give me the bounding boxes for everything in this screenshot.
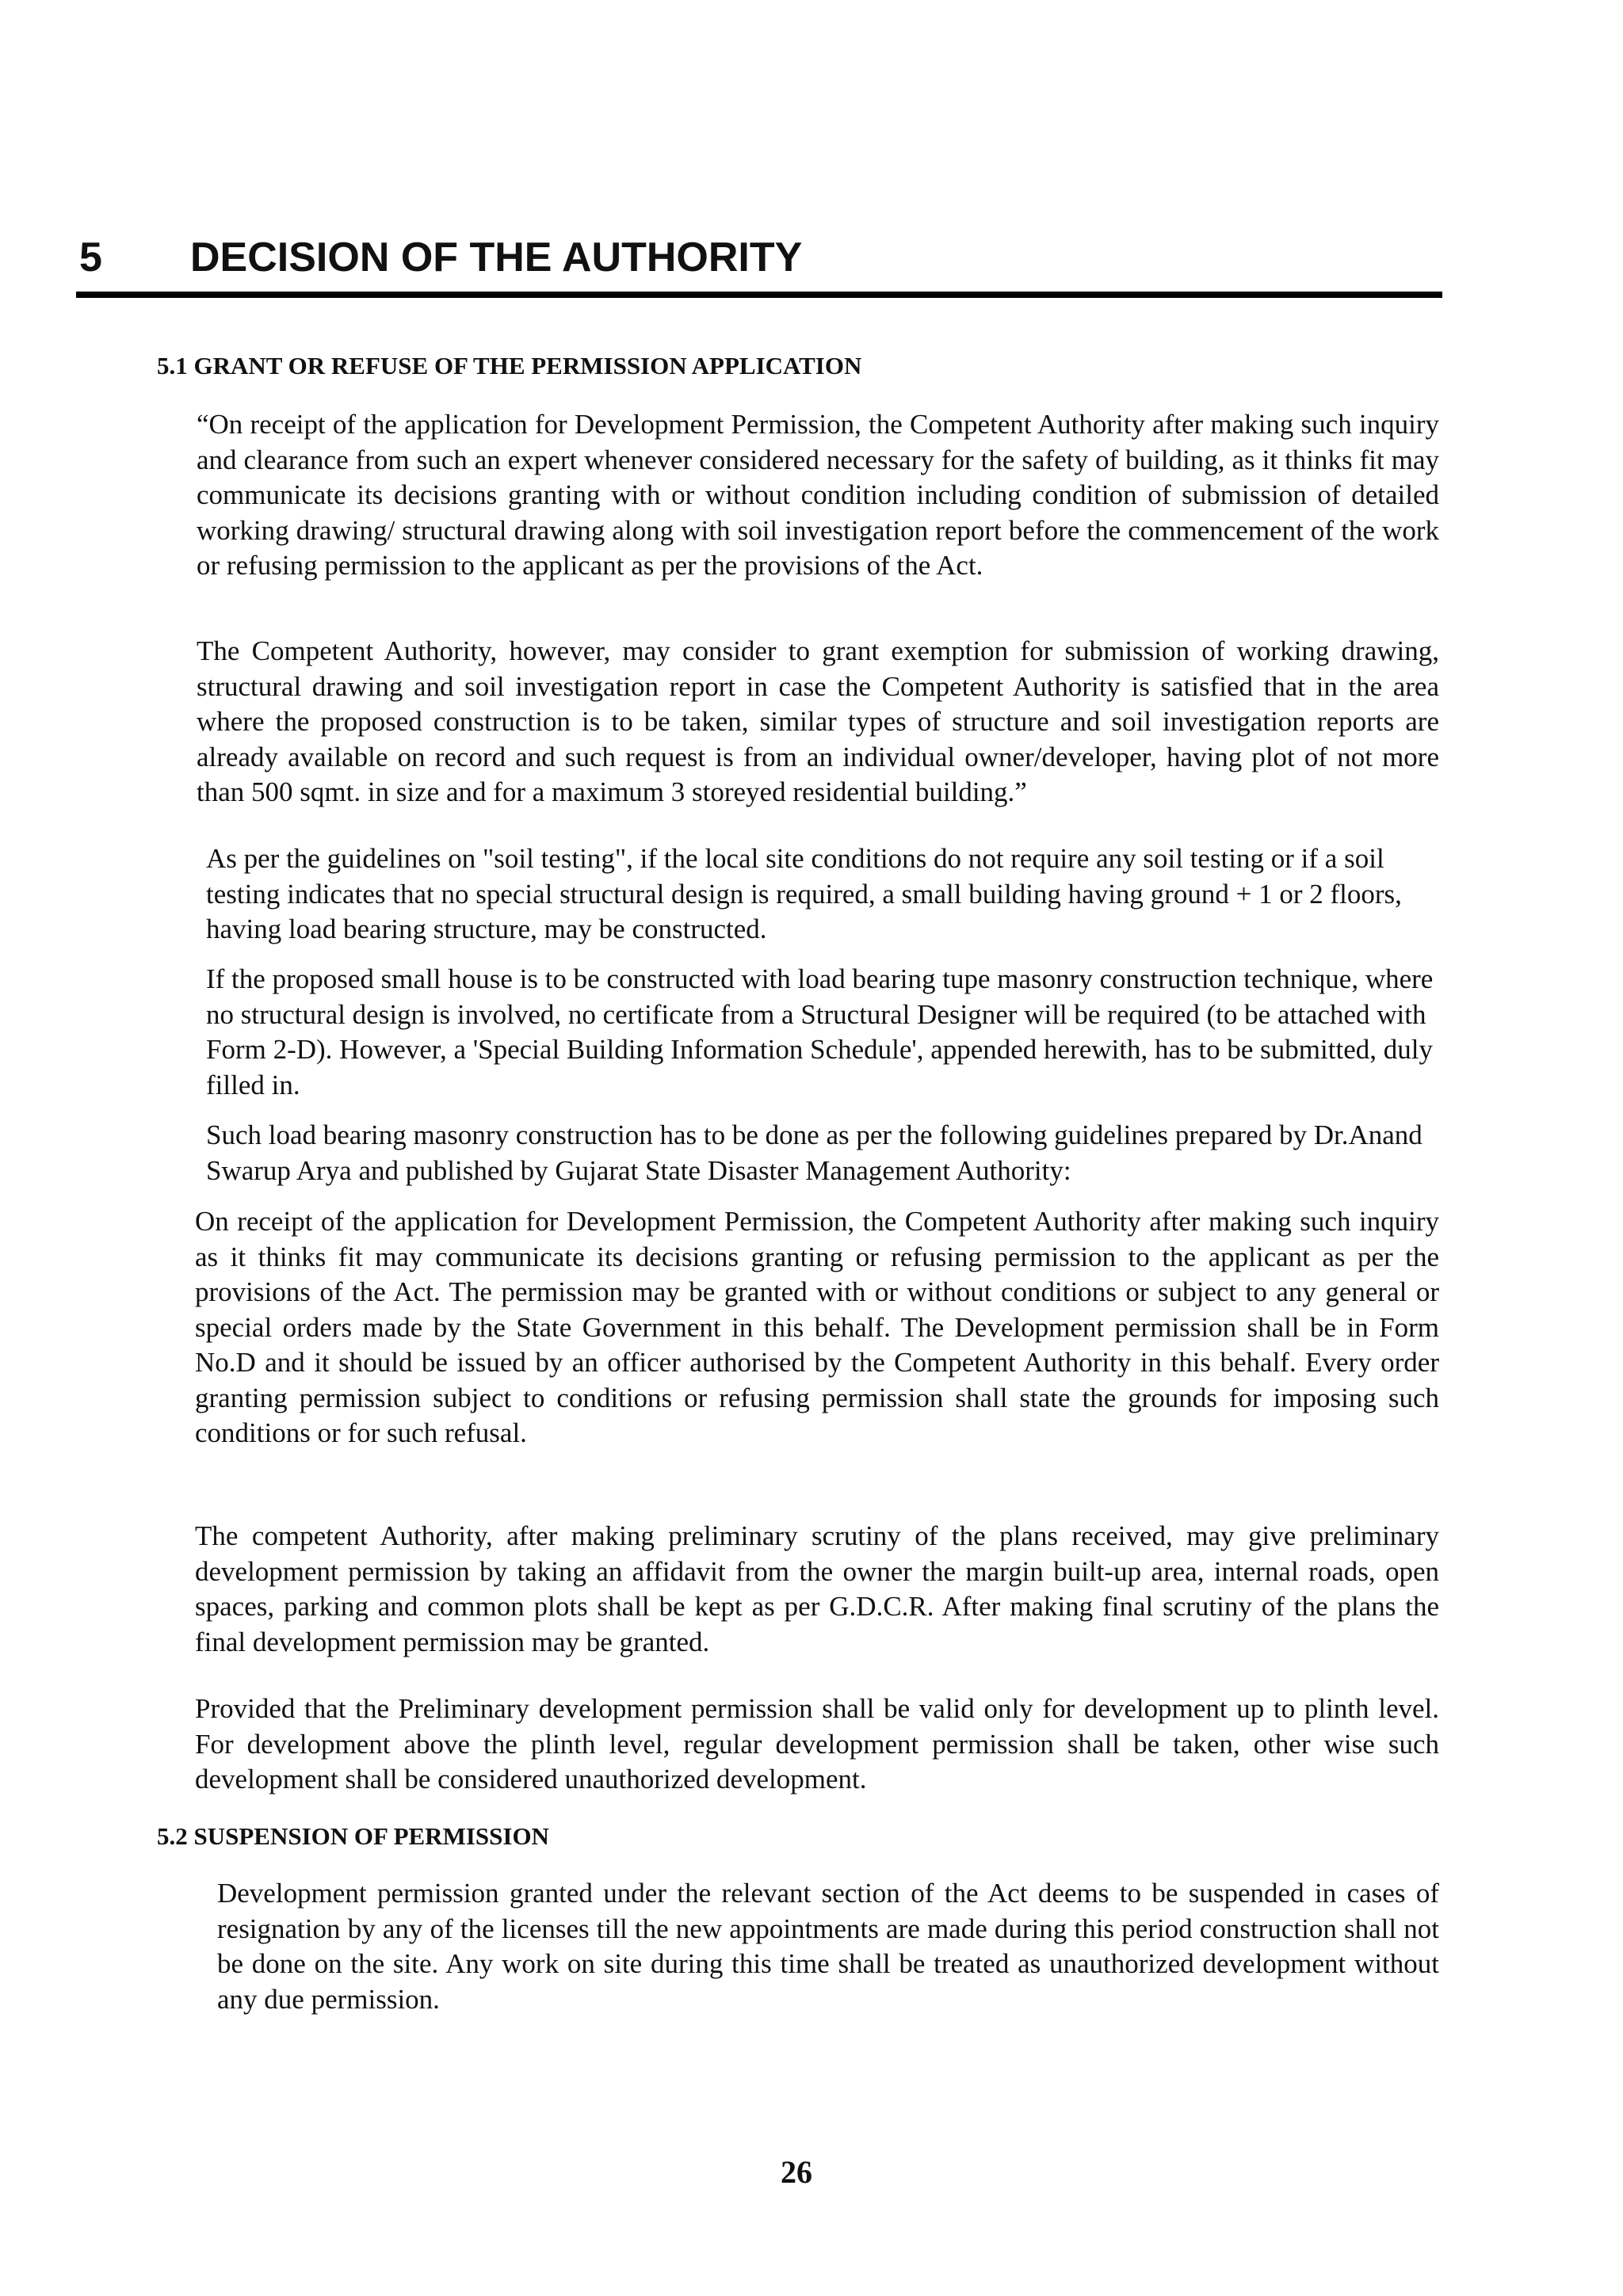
page-number: 26	[781, 2154, 812, 2190]
paragraph: On receipt of the application for Development Permission, the Competent Authority after making such inquiry as it thinks fit may communicate its decisions granting or refusing permission to the applicant as per the provisions of the Act. The permission may be granted with or without conditions or subject to any general or special orders made by the State Government in this behalf. The Development permission shall be in Form No.D and it should be issued by an officer authorised by the Competent Authority in this behalf. Every order granting permission subject to conditions or refusing permission shall state the grounds for imposing such conditions or for such refusal.	[195, 1206, 1439, 1448]
paragraph: The Competent Authority, however, may consider to grant exemption for submission of working drawing, structural drawing and soil investigation report in case the Competent Authority is satisfied that in the area where the proposed construction is to be taken, similar types of structure and soil investigation reports are already available on record and such request is from an individual owner/developer, having plot of not more than 500 sqmt. in size and for a maximum 3 storeyed residential building.”	[197, 635, 1439, 807]
paragraph: Such load bearing masonry construction has to be done as per the following guidelines prepared by Dr.Anand Swarup Arya and published by Gujarat State Disaster Management Authority:	[206, 1119, 1423, 1186]
chapter-heading	[76, 230, 1442, 298]
chapter-number: 5	[79, 235, 102, 280]
section-heading-5-2: 5.2 SUSPENSION OF PERMISSION	[157, 1822, 549, 1850]
paragraph: Development permission granted under the relevant section of the Act deems to be suspended in cases of resignation by any of the licenses till the new appointments are made during this period construction shall not be done on the site. Any work on site during this time shall be treated as unauthorized development without any due permission.	[217, 1878, 1439, 2015]
chapter-title: DECISION OF THE AUTHORITY	[190, 235, 803, 280]
paragraph: The competent Authority, after making preliminary scrutiny of the plans received, may give preliminary development permission by taking an affidavit from the owner the margin built-up area, internal roads, open spaces, parking and common plots shall be kept as per G.D.C.R. After making final scrutiny of the plans the final development permission may be granted.	[195, 1520, 1439, 1657]
section-heading-5-1: 5.1 GRANT OR REFUSE OF THE PERMISSION APPLICATION	[157, 352, 862, 379]
paragraph: “On receipt of the application for Development Permission, the Competent Authority after making such inquiry and clearance from such an expert whenever considered necessary for the safety of building, as it thinks fit may communicate its decisions granting with or without condition including condition of submission of detailed working drawing/ structural drawing along with soil investigation report before the commencement of the work or refusing permission to the applicant as per the provisions of the Act.	[197, 409, 1439, 581]
paragraph: As per the guidelines on "soil testing", if the local site conditions do not require any soil testing or if a soil testing indicates that no special structural design is required, a small building having ground + 1 or 2 floors, having load bearing structure, may be constructed.	[206, 843, 1402, 944]
paragraph: If the proposed small house is to be constructed with load bearing tupe masonry construction technique, where no structural design is involved, no certificate from a Structural Designer will be required (to be attached with Form 2-D). However, a 'Special Building Information Schedule', appended herewith, has to be submitted, duly filled in.	[206, 963, 1434, 1100]
paragraph: Provided that the Preliminary development permission shall be valid only for development up to plinth level. For development above the plinth level, regular development permission shall be taken, other wise such development shall be considered unauthorized development.	[195, 1693, 1439, 1794]
